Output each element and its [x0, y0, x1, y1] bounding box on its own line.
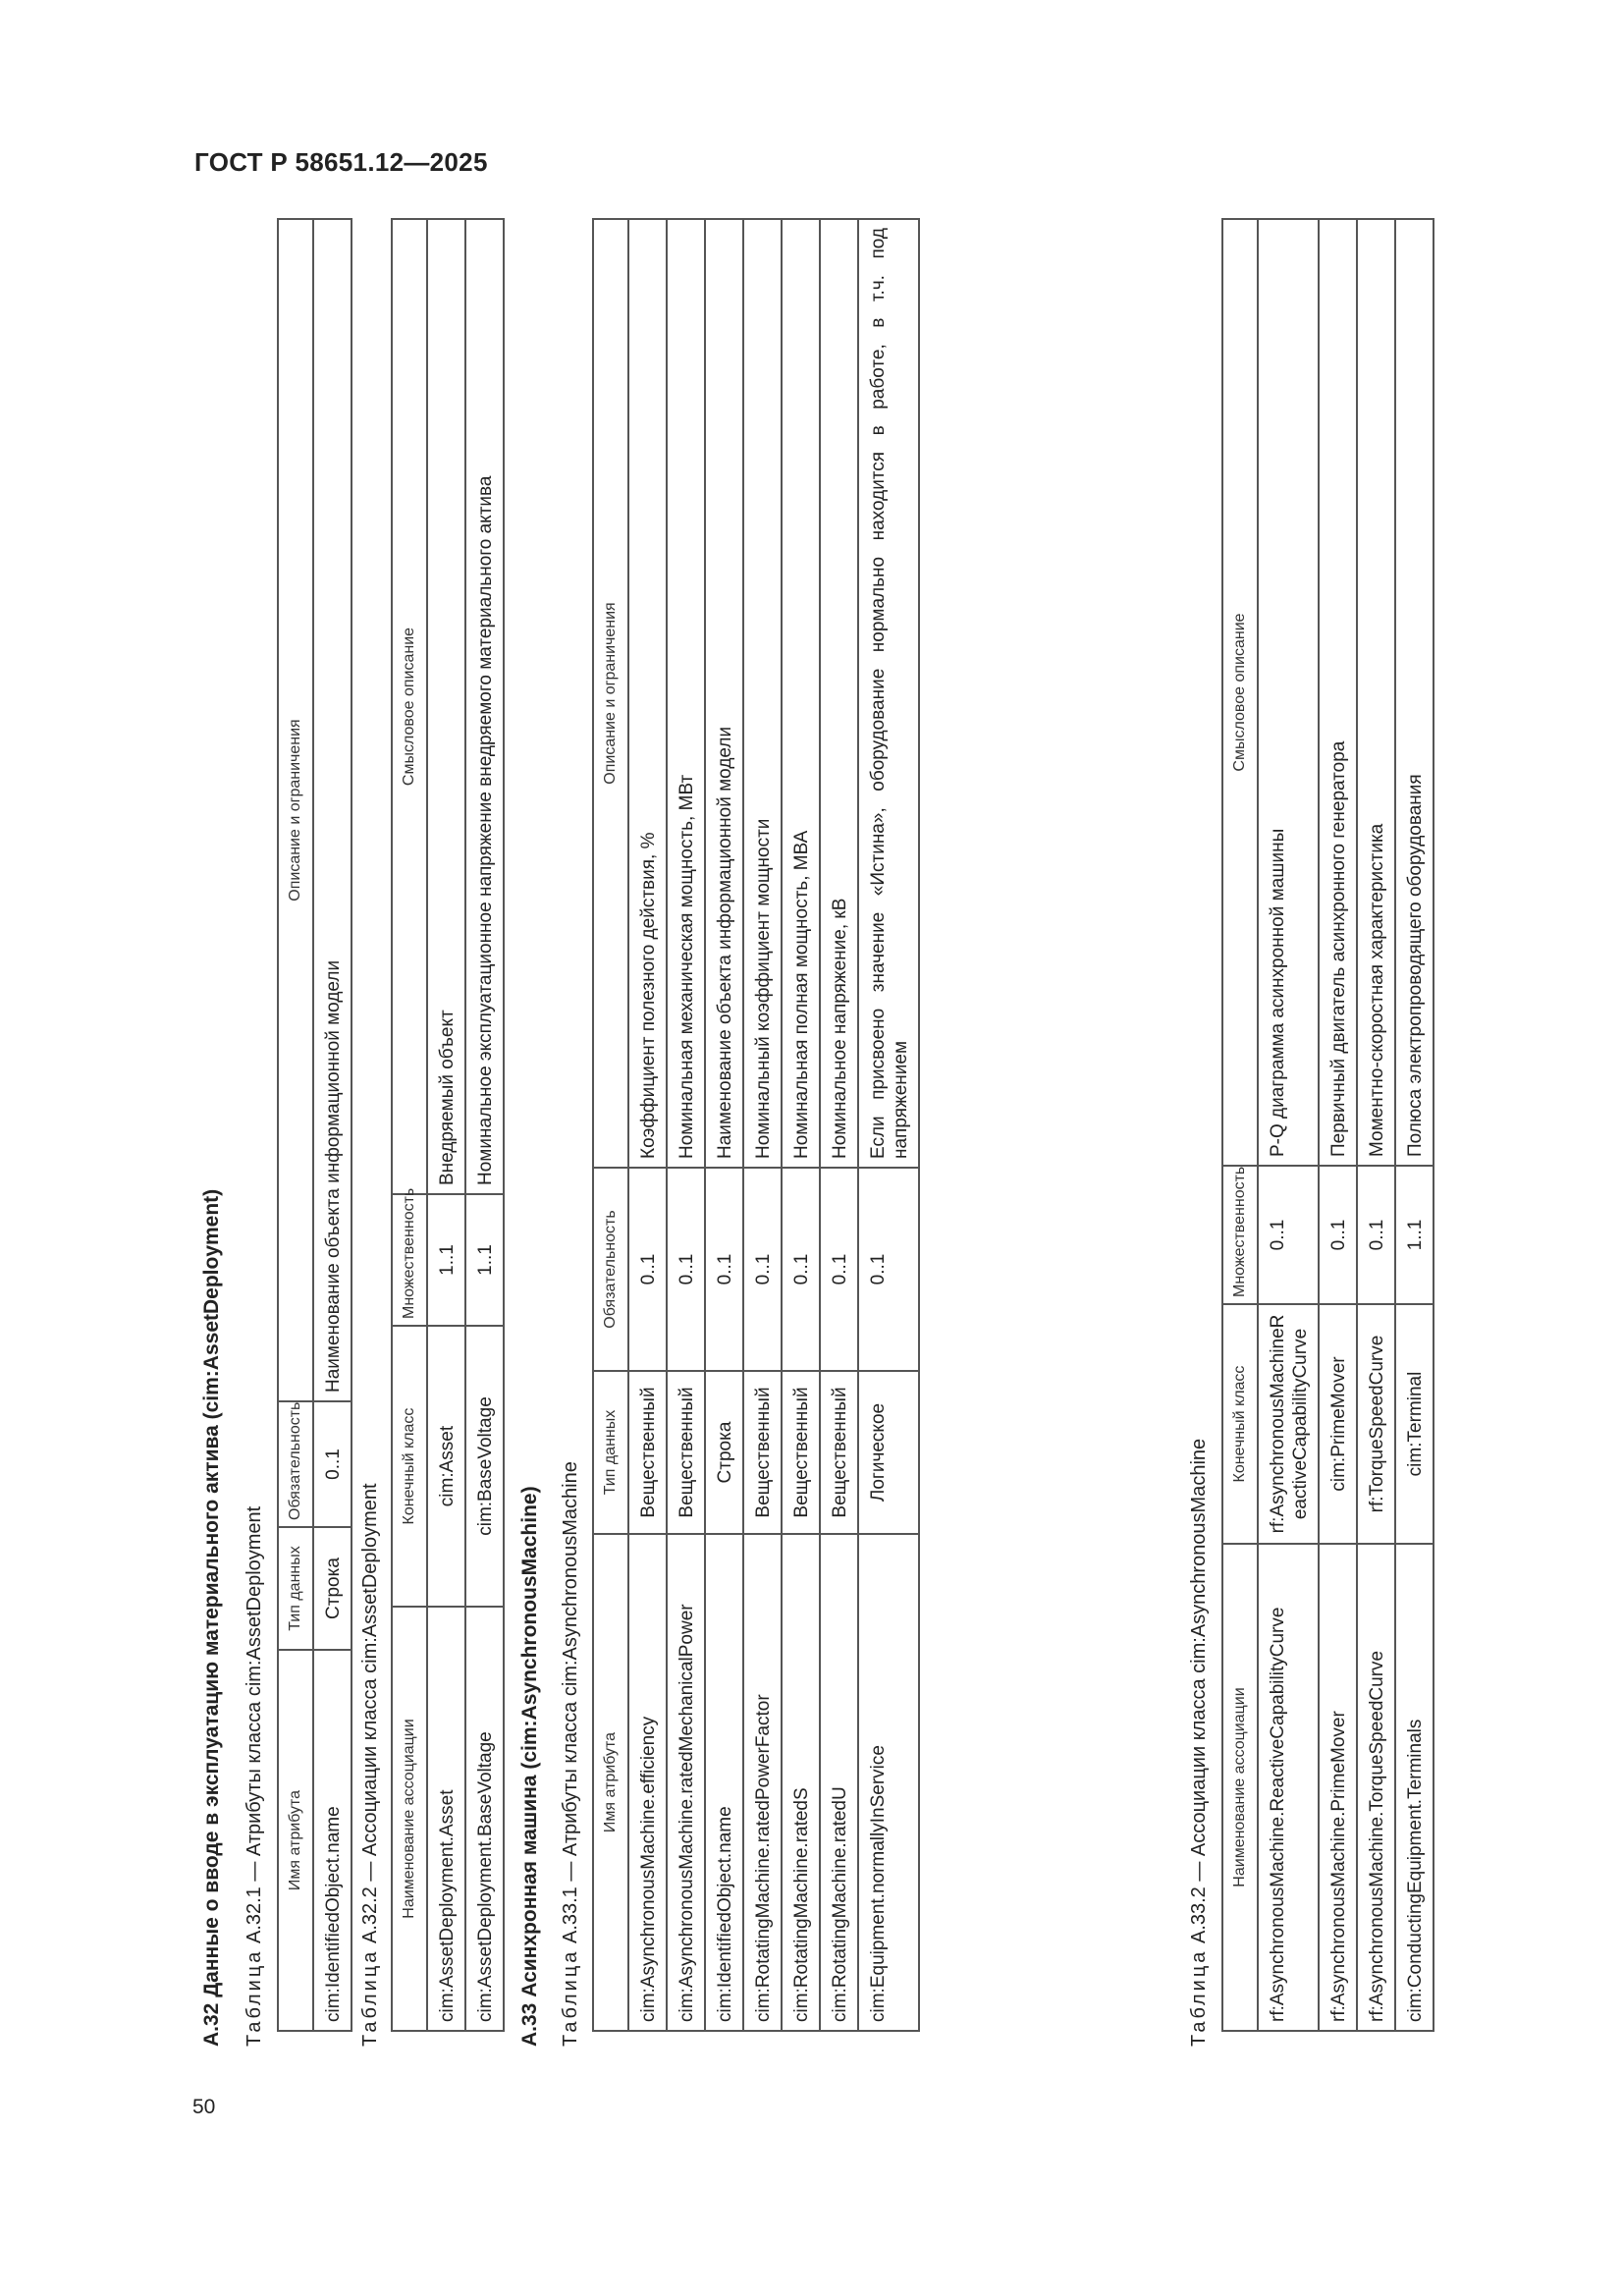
table-row	[1395, 219, 1434, 2031]
page-number: 50	[192, 2096, 216, 2118]
cell-multiplicity: 1..1	[1395, 1166, 1434, 1304]
column-header: Множественность	[392, 1194, 427, 1326]
column-header: Обязательность	[278, 1401, 313, 1527]
caption-word: Таблица	[359, 1948, 381, 2047]
table-row	[1258, 219, 1319, 2031]
cell-multiplicity: 1..1	[465, 1194, 504, 1326]
cell-required: 0..1	[705, 1168, 743, 1371]
cell-association: rf:AsynchronousMachine.PrimeMover	[1319, 1544, 1357, 2031]
table-a33-1	[592, 218, 920, 2032]
table-row	[1357, 219, 1395, 2031]
table-a32-1	[277, 218, 352, 2032]
column-header: Тип данных	[593, 1371, 628, 1534]
cell-type: Вещественный	[667, 1371, 705, 1534]
caption-word: Таблица	[243, 1948, 265, 2047]
cell-attribute: cim:IdentifiedObject.name	[705, 1534, 743, 2031]
cell-description: Первичный двигатель асинхронного генератора	[1319, 219, 1357, 1166]
cell-type: Вещественный	[782, 1371, 820, 1534]
table-row	[427, 219, 465, 2031]
cell-attribute: cim:AsynchronousMachine.ratedMechanicalPower	[667, 1534, 705, 2031]
column-header: Тип данных	[278, 1527, 313, 1650]
cell-type: Вещественный	[743, 1371, 782, 1534]
cell-description: Номинальное эксплуатационное напряжение внедряемого материального актива	[465, 219, 504, 1194]
cell-association: cim:AssetDeployment.BaseVoltage	[465, 1607, 504, 2031]
cell-required: 0..1	[743, 1168, 782, 1371]
cell-association: cim:AssetDeployment.Asset	[427, 1607, 465, 2031]
table-row	[820, 219, 858, 2031]
column-header: Описание и ограничения	[278, 219, 313, 1401]
cell-multiplicity: 0..1	[1319, 1166, 1357, 1304]
cell-attribute: cim:IdentifiedObject.name	[313, 1650, 352, 2031]
table-row	[313, 219, 352, 2031]
cell-attribute: cim:AsynchronousMachine.efficiency	[628, 1534, 667, 2031]
table-row	[1319, 219, 1357, 2031]
table-a33-2	[1221, 218, 1434, 2032]
cell-attribute: cim:RotatingMachine.ratedU	[820, 1534, 858, 2031]
table-row	[667, 219, 705, 2031]
cell-description: Полюса электропроводящего оборудования	[1395, 219, 1434, 1166]
cell-target-class: cim:Terminal	[1395, 1304, 1434, 1544]
cell-required: 0..1	[782, 1168, 820, 1371]
cell-description: Если присвоено значение «Истина», оборудование нормально находится в работе, в т.ч. под напряжением	[858, 219, 919, 1168]
caption-text: А.33.2 — Ассоциации класса cim:AsynchronousMachine	[1188, 1438, 1210, 1944]
cell-required: 0..1	[628, 1168, 667, 1371]
table-row	[782, 219, 820, 2031]
column-header: Имя атрибута	[593, 1534, 628, 2031]
cell-multiplicity: 0..1	[1357, 1166, 1395, 1304]
cell-target-class: cim:PrimeMover	[1319, 1304, 1357, 1544]
column-header: Обязательность	[593, 1168, 628, 1371]
cell-description: Моментно-скоростная характеристика	[1357, 219, 1395, 1166]
cell-required: 0..1	[820, 1168, 858, 1371]
table-row	[465, 219, 504, 2031]
cell-attribute: cim:RotatingMachine.ratedPowerFactor	[743, 1534, 782, 2031]
cell-description: Внедряемый объект	[427, 219, 465, 1194]
cell-attribute: cim:RotatingMachine.ratedS	[782, 1534, 820, 2031]
cell-type: Вещественный	[820, 1371, 858, 1534]
cell-description: Номинальное напряжение, кВ	[820, 219, 858, 1168]
table-a32-2	[391, 218, 505, 2032]
caption-text: А.32.1 — Атрибуты класса cim:AssetDeployment	[243, 1505, 265, 1944]
column-header: Смысловое описание	[1222, 219, 1258, 1166]
column-header: Смысловое описание	[392, 219, 427, 1194]
cell-attribute: cim:Equipment.normallyInService	[858, 1534, 919, 2031]
cell-description: Номинальный коэффициент мощности	[743, 219, 782, 1168]
section-title-a33: А.33 Асинхронная машина (cim:AsynchronousMachine)	[518, 1486, 541, 2047]
table-caption-a33-1	[560, 1461, 582, 2047]
cell-type: Строка	[313, 1527, 352, 1650]
rotated-content	[194, 220, 1520, 2047]
cell-target-class: cim:Asset	[427, 1326, 465, 1607]
cell-description: P-Q диаграмма асинхронной машины	[1258, 219, 1319, 1166]
column-header: Конечный класс	[392, 1326, 427, 1607]
caption-word: Таблица	[560, 1948, 581, 2047]
column-header: Описание и ограничения	[593, 219, 628, 1168]
table-row	[743, 219, 782, 2031]
section-title-a32: А.32 Данные о вводе в эксплуатацию материального актива (cim:AssetDeployment)	[200, 1188, 223, 2047]
cell-target-class: rf:AsynchronousMachineReactiveCapabilityCurve	[1258, 1304, 1319, 1544]
cell-type: Логическое	[858, 1371, 919, 1534]
cell-type: Строка	[705, 1371, 743, 1534]
table-caption-a32-1	[243, 1506, 266, 2047]
column-header: Конечный класс	[1222, 1304, 1258, 1544]
cell-description: Номинальная полная мощность, МВА	[782, 219, 820, 1168]
column-header: Наименование ассоциации	[1222, 1544, 1258, 2031]
column-header: Имя атрибута	[278, 1650, 313, 2031]
caption-text: А.32.2 — Ассоциации класса cim:AssetDeployment	[359, 1483, 381, 1944]
table-row	[858, 219, 919, 2031]
cell-description: Наименование объекта информационной модели	[313, 219, 352, 1401]
table-row	[628, 219, 667, 2031]
cell-required: 0..1	[313, 1401, 352, 1527]
cell-multiplicity: 0..1	[1258, 1166, 1319, 1304]
table-row	[705, 219, 743, 2031]
cell-association: rf:AsynchronousMachine.TorqueSpeedCurve	[1357, 1544, 1395, 2031]
cell-target-class: cim:BaseVoltage	[465, 1326, 504, 1607]
cell-multiplicity: 1..1	[427, 1194, 465, 1326]
cell-required: 0..1	[667, 1168, 705, 1371]
table-caption-a32-2	[359, 1483, 382, 2047]
cell-association: rf:AsynchronousMachine.ReactiveCapabilityCurve	[1258, 1544, 1319, 2031]
caption-word: Таблица	[1188, 1948, 1210, 2047]
column-header: Наименование ассоциации	[392, 1607, 427, 2031]
document-header: ГОСТ Р 58651.12—2025	[194, 147, 488, 177]
cell-association: cim:ConductingEquipment.Terminals	[1395, 1544, 1434, 2031]
cell-required: 0..1	[858, 1168, 919, 1371]
table-caption-a33-2	[1188, 1439, 1211, 2047]
cell-target-class: rf:TorqueSpeedCurve	[1357, 1304, 1395, 1544]
cell-description: Наименование объекта информационной модели	[705, 219, 743, 1168]
cell-description: Коэффициент полезного действия, %	[628, 219, 667, 1168]
cell-description: Номинальная механическая мощность, МВт	[667, 219, 705, 1168]
cell-type: Вещественный	[628, 1371, 667, 1534]
caption-text: А.33.1 — Атрибуты класса cim:AsynchronousMachine	[560, 1461, 581, 1944]
column-header: Множественность	[1222, 1166, 1258, 1304]
